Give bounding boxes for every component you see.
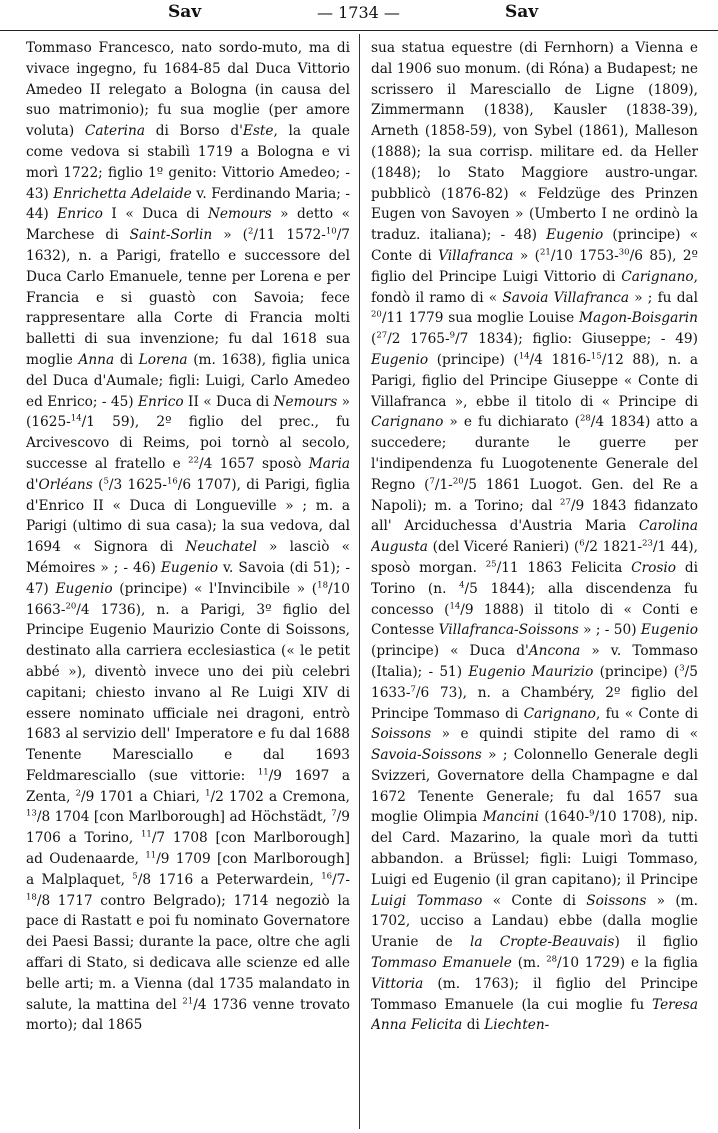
italic-run: Eugenio <box>160 559 218 576</box>
text-run: /9 1888) il titolo di « Conti e Contesse <box>371 601 698 639</box>
italic-run: Eugenio <box>640 622 698 639</box>
superscript-run: 14 <box>70 413 82 424</box>
italic-run: Villafranca-Soissons <box>438 622 579 639</box>
left-column <box>26 38 350 1128</box>
italic-run: Carignano <box>371 414 444 431</box>
text-run: ) il figlio <box>614 934 698 951</box>
text-run: /11 1572- <box>253 227 326 244</box>
italic-run: Lorena <box>138 351 188 368</box>
text-run: /2 1702 a Cremona, <box>210 788 350 805</box>
superscript-run: 9 <box>589 808 595 819</box>
text-run: (m. 1763); il figlio del Principe Tommaso Emanuele (la cui moglie fu <box>371 975 698 1013</box>
italic-run: Maria <box>308 455 350 472</box>
text-run: » (1625- <box>26 393 350 431</box>
text-run: di Borso d' <box>145 123 243 140</box>
superscript-run: 7 <box>331 808 337 819</box>
text-run: /6 1707), di Parigi, figlia d'Enrico II « Duca di Longueville » ; m. a Parigi (ultimo di sua casa); la sua vedova, dal 1694 « Signora di <box>26 476 350 556</box>
text-run: /3 1625- <box>108 476 167 493</box>
italic-run: Eugenio <box>546 227 604 244</box>
text-run: ( <box>371 331 377 348</box>
text-run: /7 1632), n. a Parigi, fratello e successore del Duca Carlo Emanuele, tenne per Lorena e per Francia e si guastò con Savoia; fece rappresentare alla Corte di Francia molti balletti di sua invenzione; fu dal 1618 sua moglie <box>26 227 350 368</box>
text-run: /4 1736 venne trovato morto); dal 1865 <box>26 996 350 1034</box>
italic-run: Villafranca <box>438 247 514 264</box>
superscript-run: 2 <box>247 226 254 237</box>
italic-run: Nemours <box>273 393 338 410</box>
text-run: di <box>462 1017 485 1034</box>
text-run: /1 44), sposò morgan. <box>371 539 698 576</box>
text-run: /9 1701 a Chiari, <box>81 788 206 805</box>
text-run: /8 1704 [con Marlborough] ad Höchstädt, <box>36 809 332 826</box>
text-run: /9 1697 a Zenta, <box>26 767 350 805</box>
text-run: » e quindi stipite del ramo di « <box>431 726 698 743</box>
text-run: /10 1753- <box>550 247 619 264</box>
left-column-text <box>26 38 350 1036</box>
italic-run: Enrichetta Adelaide <box>53 185 192 202</box>
text-run: » ; - 50) <box>578 622 641 639</box>
text-run: (principe) « Duca d' <box>371 643 529 660</box>
text-run: /1- <box>434 476 453 493</box>
text-run: (del Viceré Ranieri) ( <box>427 539 580 556</box>
italic-run: Nemours <box>207 206 272 223</box>
superscript-run: 20 <box>452 476 464 487</box>
superscript-run: 7 <box>410 684 416 695</box>
superscript-run: 11 <box>257 767 269 778</box>
italic-run: Tommaso Emanuele <box>371 955 512 972</box>
superscript-run: 25 <box>485 559 497 570</box>
text-run: /11 1779 sua moglie Louise <box>381 310 580 327</box>
text-run: /4 1834) atto a succedere; durante le guerre per l'indipendenza fu Luogotenente Generale del Regno ( <box>371 414 698 493</box>
text-run: , la quale come vedova si stabilì 1719 a Bologna e vi morì 1722; figlio 1º genito: Vittorio Amedeo; - 43) <box>26 123 350 202</box>
text-run: (principe) « Conte di <box>371 227 698 264</box>
italic-run: Ancona <box>528 643 581 660</box>
superscript-run: 10 <box>325 226 337 237</box>
superscript-run: 20 <box>65 600 77 611</box>
page-header <box>0 0 718 31</box>
italic-run: Enrico <box>57 206 103 223</box>
text-run: /9 1706 a Torino, <box>26 809 350 847</box>
superscript-run: 21 <box>540 247 551 258</box>
italic-run: Savoia-Soissons <box>371 747 482 764</box>
text-run: I « Duca di <box>102 206 208 223</box>
text-run: v. Savoia (di 51); - 47) <box>26 559 350 597</box>
superscript-run: 27 <box>376 330 388 341</box>
italic-run: Carignano <box>621 268 694 285</box>
right-column <box>371 38 698 1128</box>
text-run: /10 1663- <box>26 580 350 618</box>
superscript-run: 2 <box>75 788 82 799</box>
text-run: (1640- <box>538 809 590 826</box>
italic-run: Eugenio <box>371 351 429 368</box>
text-run: /5 1844); alla discendenza fu concesso ( <box>371 580 698 618</box>
text-run: /12 88), n. a Parigi, figlio del Principe Giuseppe « Conte di Villafranca », ebbe il titolo di « Principe di <box>371 351 698 410</box>
text-run: » ( <box>513 247 541 264</box>
right-column-text <box>371 38 698 1036</box>
text-run: /6 73), n. a Chambéry, 2º figlio del Principe Tommaso di <box>371 684 698 722</box>
text-run: II « Duca di <box>183 393 274 410</box>
superscript-run: 4 <box>459 580 465 591</box>
header-right-keyword: Sav <box>505 2 539 22</box>
text-run: /5 1633- <box>371 663 698 701</box>
page-number: — 1734 — <box>317 3 400 22</box>
text-run: /5 1861 Luogot. Gen. del Re a Napoli); m. a Torino; dal <box>371 476 698 514</box>
superscript-run: 1 <box>205 788 211 799</box>
text-run: /11 1863 Felicita <box>496 559 632 576</box>
italic-run: Teresa Anna Felicita <box>371 996 698 1034</box>
text-run: /4 1736), n. a Parigi, 3º figlio del Principe Eugenio Maurizio Conte di Soissons, destinato alla carriera ecclesiastica (« le petit abbé »), diventò invece uno dei più celebri capitani; chiesto invano al Re Luigi XIV di essere nominato ufficiale nei dragoni, entrò 1683 al servizio dell' Imperatore e fu dal 1688 Tenente Maresciallo e dal 1693 Feldmaresciallo (sue vittorie: <box>26 601 350 784</box>
italic-run: Carolina Augusta <box>371 518 698 556</box>
text-run: » (m. 1702, ucciso a Landau) ebbe (dalla moglie Uranie de <box>371 892 698 951</box>
text-run: (m. 1638), figlia unica del Duca d'Aumale; figli: Luigi, Carlo Amedeo ed Enrico; - 45) <box>26 351 350 410</box>
text-run: « Conte di <box>482 892 587 909</box>
superscript-run: 9 <box>449 330 456 341</box>
superscript-run: 11 <box>145 850 157 861</box>
superscript-run: 23 <box>642 538 653 549</box>
superscript-run: 30 <box>618 247 630 258</box>
superscript-run: 14 <box>449 600 461 611</box>
italic-run: Savoia Villafranca <box>502 289 629 306</box>
italic-run: Soissons <box>586 892 647 909</box>
superscript-run: 20 <box>371 309 382 320</box>
text-run: di <box>114 351 139 368</box>
header-left-keyword: Sav <box>168 2 202 22</box>
text-run: /10 1729) e la figlia <box>557 955 698 972</box>
text-run: (principe) « l'Invincibile » ( <box>112 580 318 597</box>
italic-run: Este <box>242 123 274 140</box>
italic-run: Neuchatel <box>185 539 257 556</box>
superscript-run: 16 <box>166 476 178 487</box>
text-run: » lasciò « Mémoires » ; - 46) <box>26 539 350 576</box>
text-run: /7 1708 [con Marlborough] ad Oudenaarde, <box>26 830 350 868</box>
superscript-run: 18 <box>317 580 328 591</box>
text-run: /9 1709 [con Marlborough] a Malplaquet, <box>26 851 350 888</box>
italic-run: Luigi Tommaso <box>371 892 483 909</box>
text-run: /4 1657 sposò <box>199 455 309 472</box>
italic-run: Soissons <box>371 726 432 743</box>
italic-run: Eugenio Maurizio <box>468 663 594 680</box>
text-run: /7 1834); figlio: Giuseppe; - 49) <box>455 331 698 348</box>
superscript-run: 28 <box>546 954 558 965</box>
superscript-run: 5 <box>132 871 138 882</box>
text-run: » ; fu dal <box>628 289 698 306</box>
superscript-run: 22 <box>188 455 199 466</box>
italic-run: Carignano <box>523 705 596 722</box>
text-run: /7- <box>332 871 350 888</box>
superscript-run: 15 <box>590 351 602 362</box>
superscript-run: 14 <box>518 351 530 362</box>
text-run: ( <box>92 476 104 493</box>
text-run: v. Ferdinando Maria; - 44) <box>26 185 350 223</box>
superscript-run: 13 <box>26 808 37 819</box>
text-run: » ; Colonnello Generale degli Svizzeri, Governatore della Champagne e dal 1672 Tenente Generale; fu dal 1657 sua moglie Olimpia <box>371 747 698 826</box>
italic-run: Enrico <box>138 393 184 410</box>
italic-run: Liechten- <box>484 1017 550 1034</box>
text-run: /2 1765- <box>387 331 450 348</box>
text-run: /10 1708), nip. del Card. Mazarino, la quale morì da tutti abbandon. a Brüssel; figli: Luigi Tommaso, Luigi ed Eugenio (il gran capitano); il Principe <box>371 809 698 888</box>
italic-run: Anna <box>78 351 115 368</box>
superscript-run: 5 <box>103 476 109 487</box>
text-run: » detto « Marchese di <box>26 206 350 244</box>
italic-run: Magon-Boisgarin <box>579 310 698 327</box>
text-run: , fondò il ramo di « <box>371 268 698 306</box>
italic-run: Eugenio <box>55 580 113 597</box>
superscript-run: 6 <box>579 538 585 549</box>
text-run: /4 1816- <box>529 351 591 368</box>
text-run: /9 1843 fidanzato all' Arciduchessa d'Austria Maria <box>371 497 698 535</box>
text-run: /8 1716 a Peterwardein, <box>137 871 322 888</box>
superscript-run: 27 <box>560 496 571 507</box>
text-run: , fu « Conte di <box>595 705 698 722</box>
superscript-run: 16 <box>321 871 333 882</box>
text-run: /1 59), 2º figlio del prec., fu Arcivescovo di Reims, poi tornò al secolo, successe al fratello e <box>26 414 350 472</box>
italic-run: Vittoria <box>371 975 424 992</box>
column-divider <box>359 34 360 1129</box>
superscript-run: 7 <box>429 476 435 487</box>
text-run: /2 1821- <box>584 539 643 556</box>
text-run: (principe) ( <box>593 663 680 680</box>
text-run: /8 1717 contro Belgrado); 1714 negoziò la pace di Rastatt e poi fu nominato Governatore dei Paesi Bassi; durante la pace, oltre che agli affari di Stato, si dedicava alle scienze ed alle belle arti; m. a Vienna (dal 1735 malandato in salute, la mattina del <box>26 892 350 1013</box>
text-run: (m. <box>511 955 547 972</box>
superscript-run: 21 <box>182 996 194 1007</box>
text-run: Tommaso Francesco, nato sordo-muto, ma di vivace ingegno, fu 1684-85 dal Duca Vittorio Amedeo II relegato a Bologna (in causa del suo matrimonio); fu sua moglie (per amore voluta) <box>26 40 350 140</box>
superscript-run: 28 <box>579 413 591 424</box>
text-run: » ( <box>212 227 248 244</box>
text-run: d' <box>26 476 39 493</box>
italic-run: Mancini <box>482 809 539 826</box>
text-run: » v. Tommaso (Italia); - 51) <box>371 643 698 680</box>
text-run: /6 85), 2º figlio del Principe Luigi Vittorio di <box>371 247 698 285</box>
text-run: » e fu dichiarato ( <box>443 414 580 431</box>
text-run: (principe) ( <box>428 351 519 368</box>
italic-run: Saint-Sorlin <box>129 227 213 244</box>
italic-run: Crosio <box>631 559 677 576</box>
italic-run: Orléans <box>38 476 93 493</box>
superscript-run: 3 <box>679 663 685 674</box>
italic-run: Caterina <box>84 123 146 140</box>
text-run: sua statua equestre (di Fernhorn) a Vienna e dal 1906 suo monum. (di Róna) a Budapest; ne scrissero il Maresciallo de Ligne (1809), Zimmermann (1838), Kausler (1838-39), Arneth (1858-59), von Sybel (1861), Malleson (1888); la sua corrisp. militare ed. da Heller (1848); lo Stato Maggiore austro-ungar. pubblicò (1876-82) « Feldzüge des Prinzen Eugen von Savoyen » (Umberto I ne ordinò la traduz. italiana); - 48) <box>371 40 698 244</box>
superscript-run: 11 <box>140 829 152 840</box>
text-run: di Torino (n. <box>371 559 698 597</box>
superscript-run: 18 <box>26 892 37 903</box>
italic-run: la Cropte-Beauvais <box>469 934 615 951</box>
